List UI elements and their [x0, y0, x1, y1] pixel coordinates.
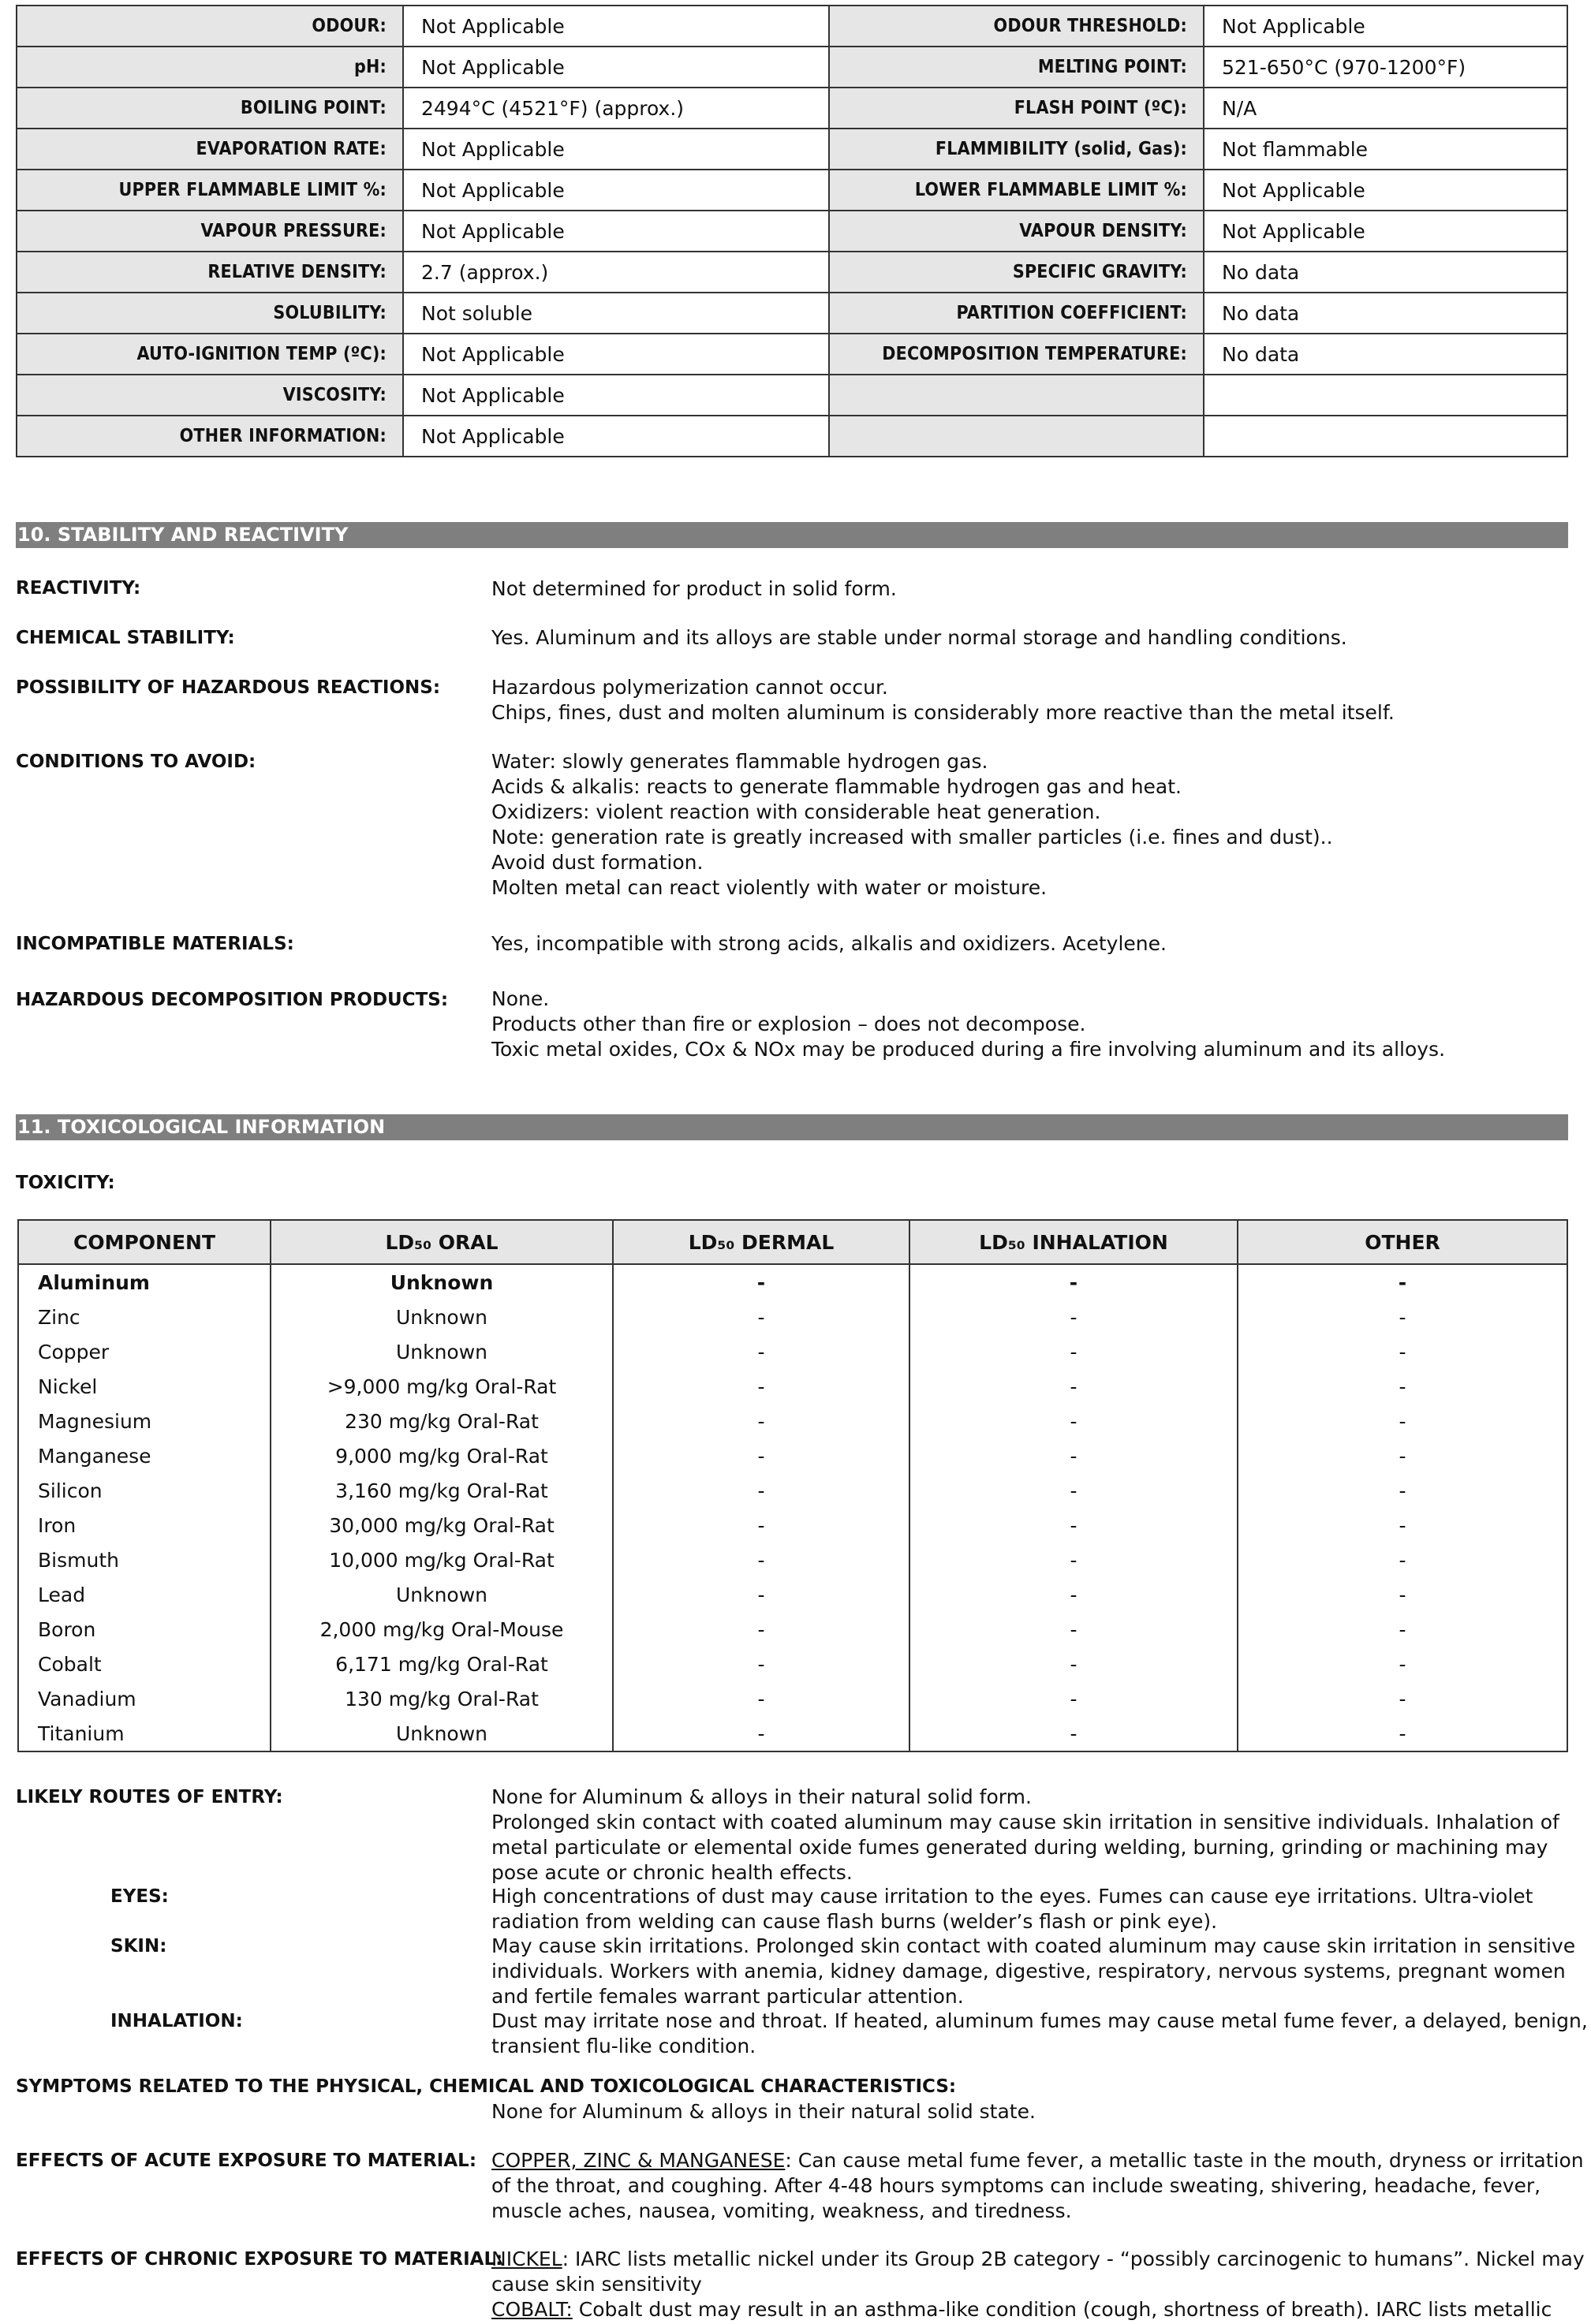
routes-label: LIKELY ROUTES OF ENTRY:: [16, 1787, 283, 1807]
tox-component: Magnesium: [18, 1404, 271, 1438]
property-value: No data: [1204, 293, 1567, 334]
property-value: Not Applicable: [403, 47, 829, 88]
table-row: [18, 1300, 1567, 1334]
property-label: FLAMMIBILITY (solid, Gas):: [829, 129, 1204, 170]
tox-value: 2,000 mg/kg Oral-Mouse: [271, 1612, 613, 1647]
table-row: [18, 1508, 1567, 1542]
tox-column-header: LD₅₀ ORAL: [271, 1220, 613, 1264]
tox-value: -: [1238, 1542, 1567, 1577]
property-value: N/A: [1204, 88, 1567, 129]
tox-value: -: [613, 1612, 909, 1647]
tox-value: -: [613, 1264, 909, 1300]
table-row: [18, 1264, 1567, 1300]
tox-value: -: [909, 1300, 1238, 1334]
property-row: [17, 416, 1567, 457]
tox-value: -: [909, 1369, 1238, 1404]
section-10-header: 10. STABILITY AND REACTIVITY: [16, 522, 1568, 548]
stability-text: Yes. Aluminum and its alloys are stable under normal storage and handling conditions.: [491, 626, 1347, 649]
property-value: Not Applicable: [1204, 170, 1567, 211]
tox-column-header: OTHER: [1238, 1220, 1567, 1264]
property-value: Not Applicable: [403, 416, 829, 457]
inhalation-text: Dust may irritate nose and throat. If heated, aluminum fumes may cause metal fume fever, a delayed, benign, transient flu-like condition.: [491, 2009, 1588, 2057]
property-label: OTHER INFORMATION:: [17, 416, 403, 457]
reactivity-label: REACTIVITY:: [16, 578, 141, 599]
property-label: LOWER FLAMMABLE LIMIT %:: [829, 170, 1204, 211]
property-label: AUTO-IGNITION TEMP (ºC):: [17, 334, 403, 375]
tox-value: -: [613, 1508, 909, 1542]
tox-component: Manganese: [18, 1438, 271, 1473]
hazardous-reactions-text: Hazardous polymerization cannot occur. Chips, fines, dust and molten aluminum is considerably more reactive than the metal itself.: [491, 676, 1395, 724]
tox-value: 9,000 mg/kg Oral-Rat: [271, 1438, 613, 1473]
tox-value: -: [613, 1716, 909, 1751]
tox-value: -: [613, 1542, 909, 1577]
tox-value: -: [909, 1473, 1238, 1508]
tox-value: -: [909, 1508, 1238, 1542]
decomposition-text: None. Products other than fire or explosion – does not decompose. Toxic metal oxides, COx & NOx may be produced during a fire involving aluminum and its alloys.: [491, 987, 1446, 1061]
property-row: [17, 6, 1567, 47]
property-row: [17, 47, 1567, 88]
tox-column-header: LD₅₀ DERMAL: [613, 1220, 909, 1264]
property-value: Not Applicable: [403, 211, 829, 252]
tox-value: -: [613, 1473, 909, 1508]
property-value: 2.7 (approx.): [403, 252, 829, 293]
tox-component: Bismuth: [18, 1542, 271, 1577]
property-label: SOLUBILITY:: [17, 293, 403, 334]
property-label: EVAPORATION RATE:: [17, 129, 403, 170]
tox-value: Unknown: [271, 1334, 613, 1369]
property-label: ODOUR:: [17, 6, 403, 47]
table-row: [18, 1473, 1567, 1508]
toxicity-table: [17, 1219, 1568, 1752]
property-label: [829, 416, 1204, 457]
property-row: [17, 170, 1567, 211]
incompatible-text: Yes, incompatible with strong acids, alkalis and oxidizers. Acetylene.: [491, 932, 1167, 955]
tox-value: -: [909, 1334, 1238, 1369]
tox-value: -: [909, 1681, 1238, 1716]
tox-value: -: [909, 1264, 1238, 1300]
property-value: [1204, 416, 1567, 457]
table-row: [18, 1681, 1567, 1716]
eyes-text: High concentrations of dust may cause irritation to the eyes. Fumes can cause eye irritations. Ultra-violet radiation from welding can cause flash burns (welder’s flash or pink eye).: [491, 1885, 1533, 1933]
tox-value: Unknown: [271, 1577, 613, 1612]
tox-value: -: [613, 1300, 909, 1334]
tox-value: 230 mg/kg Oral-Rat: [271, 1404, 613, 1438]
table-row: [18, 1542, 1567, 1577]
tox-component: Aluminum: [18, 1264, 271, 1300]
tox-component: Iron: [18, 1508, 271, 1542]
property-value: Not Applicable: [403, 170, 829, 211]
property-row: [17, 334, 1567, 375]
tox-value: >9,000 mg/kg Oral-Rat: [271, 1369, 613, 1404]
tox-component: Copper: [18, 1334, 271, 1369]
table-row: [18, 1577, 1567, 1612]
conditions-text: Water: slowly generates flammable hydrogen gas. Acids & alkalis: reacts to generate flammable hydrogen gas and heat. Oxidizers: violent reaction with considerable heat generation. Note: generation rate is greatly increased with smaller particles (i.e. fines and dust).. Avoid dust formation. Molten metal can react violently with water or moisture.: [491, 750, 1333, 899]
table-row: [18, 1334, 1567, 1369]
property-value: No data: [1204, 334, 1567, 375]
property-label: UPPER FLAMMABLE LIMIT %:: [17, 170, 403, 211]
tox-value: -: [1238, 1508, 1567, 1542]
table-row: [18, 1404, 1567, 1438]
hazardous-reactions-label: POSSIBILITY OF HAZARDOUS REACTIONS:: [16, 677, 441, 698]
acute-label: EFFECTS OF ACUTE EXPOSURE TO MATERIAL:: [16, 2151, 477, 2171]
tox-value: -: [1238, 1577, 1567, 1612]
tox-value: -: [1238, 1404, 1567, 1438]
property-value: Not soluble: [403, 293, 829, 334]
tox-value: -: [1238, 1612, 1567, 1647]
tox-value: -: [1238, 1369, 1567, 1404]
tox-value: -: [1238, 1334, 1567, 1369]
property-label: BOILING POINT:: [17, 88, 403, 129]
tox-value: -: [909, 1716, 1238, 1751]
property-label: MELTING POINT:: [829, 47, 1204, 88]
property-value: 521-650°C (970-1200°F): [1204, 47, 1567, 88]
property-label: VAPOUR PRESSURE:: [17, 211, 403, 252]
tox-value: -: [1238, 1681, 1567, 1716]
tox-value: 6,171 mg/kg Oral-Rat: [271, 1647, 613, 1681]
tox-component: Zinc: [18, 1300, 271, 1334]
tox-value: -: [613, 1334, 909, 1369]
skin-label: SKIN:: [110, 1936, 167, 1957]
property-value: No data: [1204, 252, 1567, 293]
acute-text: COPPER, ZINC & MANGANESE: Can cause metal fume fever, a metallic taste in the mouth, dryness or irritation of the throat, and coughing. After 4-48 hours symptoms can include sweating, shivering, headache, fever, muscle aches, nausea, vomiting, weakness, and tiredness.: [491, 2149, 1584, 2222]
tox-column-header: COMPONENT: [18, 1220, 271, 1264]
property-value: Not flammable: [1204, 129, 1567, 170]
chronic-label: EFFECTS OF CHRONIC EXPOSURE TO MATERIAL:: [16, 2249, 503, 2270]
tox-value: -: [1238, 1473, 1567, 1508]
symptoms-label: SYMPTOMS RELATED TO THE PHYSICAL, CHEMICAL AND TOXICOLOGICAL CHARACTERISTICS:: [16, 2076, 957, 2097]
table-row: [18, 1612, 1567, 1647]
property-label: pH:: [17, 47, 403, 88]
tox-value: Unknown: [271, 1716, 613, 1751]
tox-value: -: [613, 1438, 909, 1473]
conditions-label: CONDITIONS TO AVOID:: [16, 752, 256, 772]
tox-value: 10,000 mg/kg Oral-Rat: [271, 1542, 613, 1577]
section-11-header: 11. TOXICOLOGICAL INFORMATION: [16, 1114, 1568, 1140]
property-value: Not Applicable: [403, 375, 829, 416]
property-label: FLASH POINT (ºC):: [829, 88, 1204, 129]
property-value: Not Applicable: [403, 129, 829, 170]
tox-value: -: [1238, 1716, 1567, 1751]
tox-value: 130 mg/kg Oral-Rat: [271, 1681, 613, 1716]
tox-value: -: [1238, 1647, 1567, 1681]
table-row: [18, 1716, 1567, 1751]
tox-value: -: [909, 1647, 1238, 1681]
table-row: [18, 1369, 1567, 1404]
property-label: [829, 375, 1204, 416]
property-label: SPECIFIC GRAVITY:: [829, 252, 1204, 293]
tox-value: -: [1238, 1438, 1567, 1473]
property-label: DECOMPOSITION TEMPERATURE:: [829, 334, 1204, 375]
tox-value: Unknown: [271, 1300, 613, 1334]
property-value: Not Applicable: [403, 334, 829, 375]
tox-component: Lead: [18, 1577, 271, 1612]
property-label: RELATIVE DENSITY:: [17, 252, 403, 293]
stability-label: CHEMICAL STABILITY:: [16, 628, 235, 648]
tox-value: -: [909, 1404, 1238, 1438]
property-row: [17, 88, 1567, 129]
tox-value: -: [909, 1438, 1238, 1473]
property-label: VAPOUR DENSITY:: [829, 211, 1204, 252]
property-label: PARTITION COEFFICIENT:: [829, 293, 1204, 334]
tox-value: -: [1238, 1300, 1567, 1334]
routes-text: None for Aluminum & alloys in their natural solid form. Prolonged skin contact with coated aluminum may cause skin irritation in sensitive individuals. Inhalation of metal particulate or elemental oxide fumes generated during welding, burning, grinding or machining may pose acute or chronic health effects.: [491, 1785, 1559, 1884]
symptoms-text: None for Aluminum & alloys in their natural solid state.: [491, 2100, 1036, 2123]
tox-value: 30,000 mg/kg Oral-Rat: [271, 1508, 613, 1542]
tox-value: -: [909, 1612, 1238, 1647]
table-row: [18, 1438, 1567, 1473]
tox-column-header: LD₅₀ INHALATION: [909, 1220, 1238, 1264]
incompatible-label: INCOMPATIBLE MATERIALS:: [16, 934, 294, 954]
property-value: 2494°C (4521°F) (approx.): [403, 88, 829, 129]
skin-text: May cause skin irritations. Prolonged skin contact with coated aluminum may cause skin irritation in sensitive individuals. Workers with anemia, kidney damage, digestive, respiratory, nervous systems, pregnant women and fertile females warrant particular attention.: [491, 1934, 1576, 2008]
decomposition-label: HAZARDOUS DECOMPOSITION PRODUCTS:: [16, 990, 449, 1010]
tox-value: -: [613, 1681, 909, 1716]
property-value: Not Applicable: [403, 6, 829, 47]
toxicity-label: TOXICITY:: [16, 1173, 115, 1193]
tox-component: Vanadium: [18, 1681, 271, 1716]
tox-value: 3,160 mg/kg Oral-Rat: [271, 1473, 613, 1508]
tox-component: Cobalt: [18, 1647, 271, 1681]
physical-properties-table: [16, 5, 1568, 457]
table-row: [18, 1647, 1567, 1681]
chronic-text: NICKEL: IARC lists metallic nickel under its Group 2B category - “possibly carcinogenic to humans”. Nickel may cause skin sensitivity COBALT: Cobalt dust may result in an asthma-like condition (cough, shortness of breath). IARC lists metallic: [491, 2248, 1585, 2321]
property-label: ODOUR THRESHOLD:: [829, 6, 1204, 47]
tox-value: -: [613, 1647, 909, 1681]
tox-component: Boron: [18, 1612, 271, 1647]
property-value: [1204, 375, 1567, 416]
eyes-label: EYES:: [110, 1886, 169, 1907]
property-label: VISCOSITY:: [17, 375, 403, 416]
property-value: Not Applicable: [1204, 6, 1567, 47]
tox-value: -: [613, 1404, 909, 1438]
tox-component: Titanium: [18, 1716, 271, 1751]
tox-value: -: [613, 1369, 909, 1404]
property-row: [17, 129, 1567, 170]
tox-component: Silicon: [18, 1473, 271, 1508]
reactivity-text: Not determined for product in solid form.: [491, 577, 897, 600]
tox-component: Nickel: [18, 1369, 271, 1404]
tox-value: -: [1238, 1264, 1567, 1300]
property-row: [17, 375, 1567, 416]
tox-value: -: [909, 1577, 1238, 1612]
tox-value: Unknown: [271, 1264, 613, 1300]
property-row: [17, 293, 1567, 334]
property-value: Not Applicable: [1204, 211, 1567, 252]
tox-value: -: [909, 1542, 1238, 1577]
property-row: [17, 211, 1567, 252]
inhalation-label: INHALATION:: [110, 2011, 243, 2031]
tox-value: -: [613, 1577, 909, 1612]
property-row: [17, 252, 1567, 293]
